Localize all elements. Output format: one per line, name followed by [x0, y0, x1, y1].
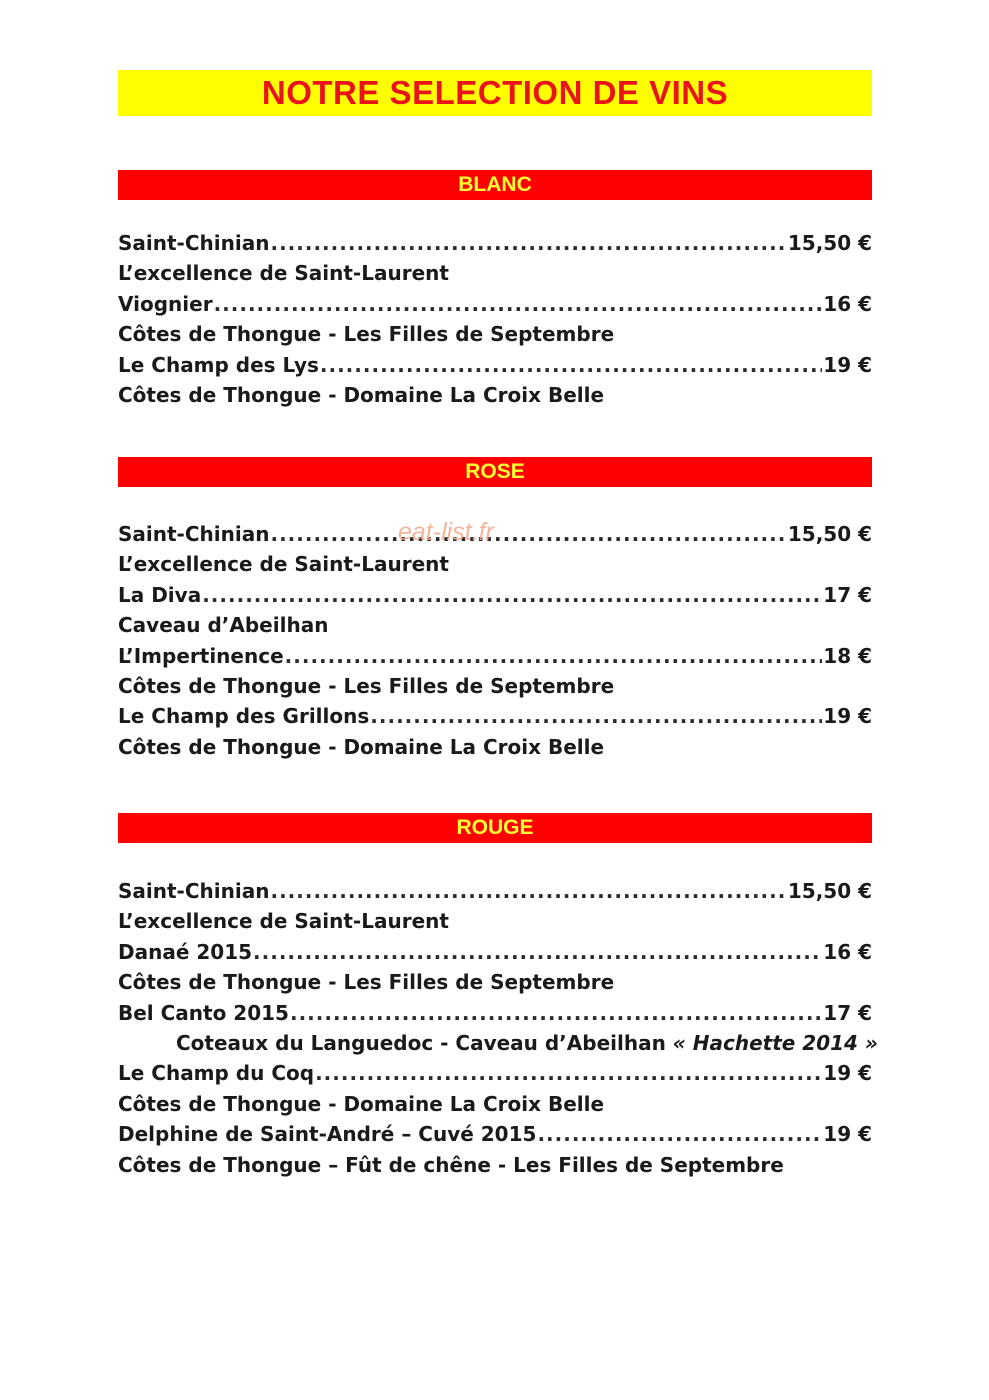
wine-origin: L’excellence de Saint-Laurent [118, 552, 449, 577]
wine-name: Saint-Chinian [118, 231, 270, 255]
leader-dots [214, 289, 823, 319]
wine-price: 19 € [823, 352, 872, 377]
wine-origin: Côtes de Thongue - Domaine La Croix Belle [118, 734, 605, 759]
wine-row [118, 641, 872, 671]
wine-origin: Côtes de Thongue - Les Filles de Septembre [118, 673, 615, 698]
wine-name: Le Champ des Grillons [118, 704, 370, 729]
wine-price: 16 € [823, 939, 872, 964]
wine-origin: Côtes de Thongue - Domaine La Croix Belle [118, 1091, 605, 1116]
wine-name: L’Impertinence [118, 643, 284, 668]
wine-name: Le Champ des Lys [118, 352, 319, 377]
wine-award: « Hachette 2014 » [672, 1030, 878, 1055]
wine-origin: Côtes de Thongue - Les Filles de Septembre [118, 970, 615, 995]
leader-dots [290, 998, 822, 1028]
wine-price: 19 € [823, 1061, 872, 1086]
section-title: ROSE [465, 460, 525, 483]
wine-name: Saint-Chinian [118, 879, 270, 903]
wine-origin: L’excellence de Saint-Laurent [118, 909, 449, 934]
wine-origin: Côtes de Thongue - Les Filles de Septembre [118, 322, 615, 347]
leader-dots [537, 1119, 822, 1149]
leader-dots [253, 937, 822, 967]
section-header-blanc [118, 170, 872, 200]
leader-dots [370, 701, 822, 731]
wine-origin-line [118, 1028, 878, 1058]
wine-row [118, 519, 872, 549]
section-title: ROUGE [456, 816, 534, 839]
wine-name: Delphine de Saint-André – Cuvé 2015 [118, 1122, 537, 1147]
wine-price: 17 € [823, 1000, 872, 1025]
wine-price: 19 € [823, 1122, 872, 1147]
title-banner [118, 70, 872, 116]
wine-price: 15,50 € [787, 879, 872, 903]
wine-price: 17 € [823, 582, 872, 607]
wine-name: Viognier [118, 291, 213, 316]
section-title: BLANC [458, 173, 532, 196]
wine-name: Danaé 2015 [118, 939, 253, 964]
leader-dots [315, 1058, 822, 1088]
wine-name: Bel Canto 2015 [118, 1000, 289, 1025]
leader-dots [270, 228, 786, 258]
section-header-rose [118, 457, 872, 487]
leader-dots [270, 876, 786, 906]
wine-price: 15,50 € [787, 522, 872, 546]
wine-row [118, 998, 872, 1028]
wine-row [118, 289, 872, 319]
wine-row [118, 1058, 872, 1088]
page-title: NOTRE SELECTION DE VINS [261, 74, 729, 111]
wine-list-rouge [118, 876, 878, 1180]
wine-row [118, 580, 872, 610]
wine-name: La Diva [118, 582, 202, 607]
wine-row [118, 228, 872, 258]
wine-origin: Côtes de Thongue – Fût de chêne - Les Filles de Septembre [118, 1152, 784, 1177]
wine-price: 18 € [823, 643, 872, 668]
wine-list-blanc [118, 228, 872, 410]
wine-price: 15,50 € [787, 231, 872, 255]
leader-dots [285, 641, 823, 671]
wine-price: 16 € [823, 291, 872, 316]
wine-origin: Caveau d’Abeilhan [118, 613, 329, 638]
section-header-rouge [118, 813, 872, 843]
wine-price: 19 € [823, 704, 872, 729]
wine-origin: Côtes de Thongue - Domaine La Croix Belle [118, 382, 605, 407]
wine-name: Saint-Chinian [118, 522, 270, 546]
watermark: eat-list.fr [398, 518, 494, 546]
wine-row [118, 1119, 872, 1149]
wine-name: Le Champ du Coq [118, 1061, 315, 1086]
wine-list-rose [118, 519, 872, 762]
wine-row [118, 876, 872, 906]
leader-dots [202, 580, 822, 610]
wine-origin: Coteaux du Languedoc - Caveau d’Abeilhan [176, 1030, 666, 1055]
leader-dots [320, 350, 822, 380]
wine-origin: L’excellence de Saint-Laurent [118, 261, 449, 286]
wine-row [118, 937, 872, 967]
leader-dots [270, 519, 786, 549]
wine-row [118, 701, 872, 731]
wine-row [118, 350, 872, 380]
